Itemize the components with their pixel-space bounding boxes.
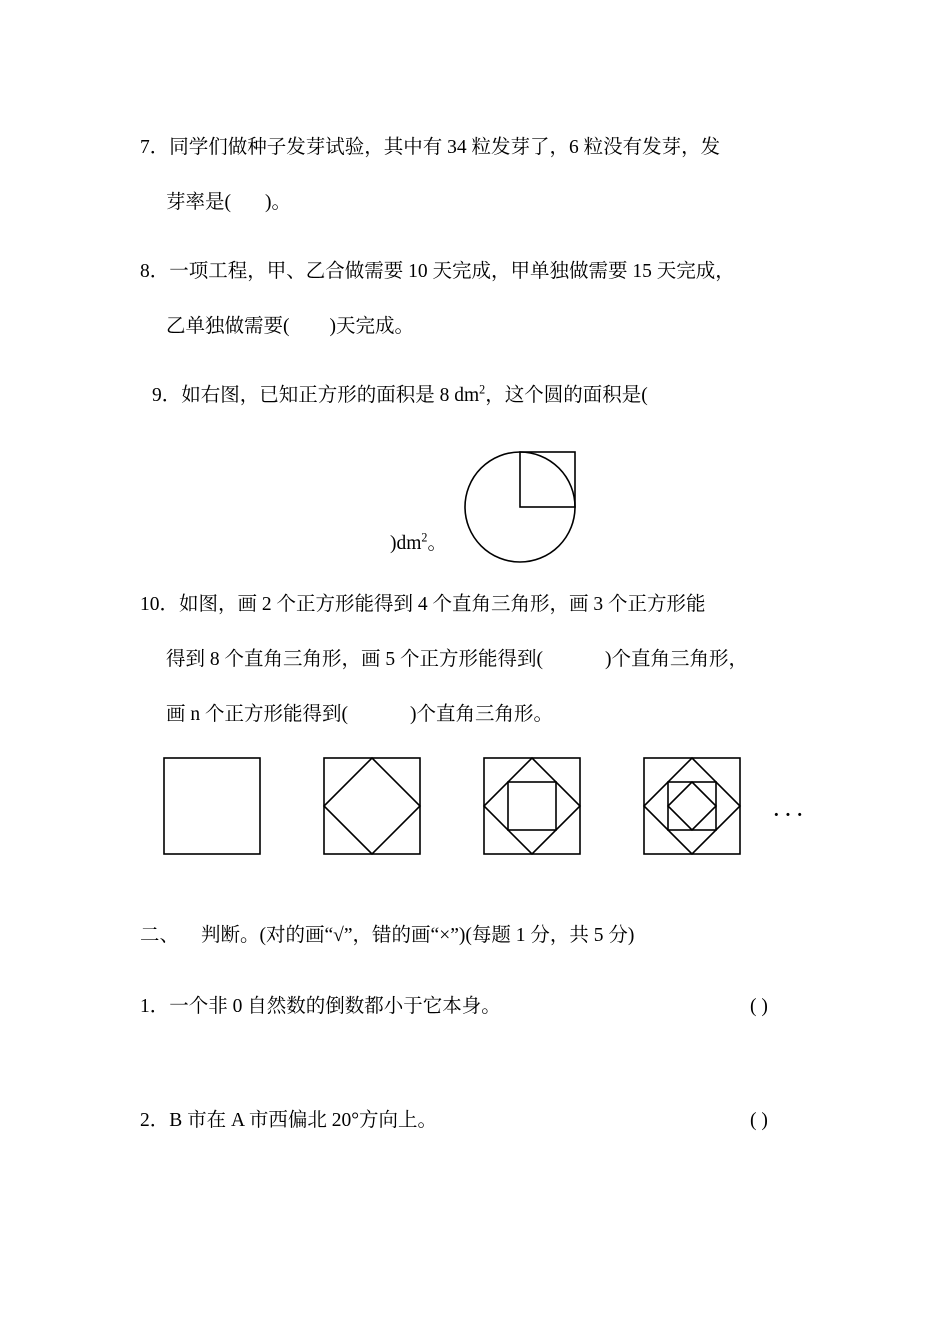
question-9-text-after: ，这个圆的面积是( [485, 385, 648, 406]
true-false-item-1 [140, 990, 810, 1024]
section-2-rule: (对的画“√”，错的画“×”)(每题 1 分，共 5 分) [259, 925, 635, 946]
section-2-title: 判断。 [201, 925, 260, 946]
figure-square-4 [642, 756, 742, 856]
true-false-item-2-answer[interactable]: ( ) [750, 1110, 768, 1131]
true-false-item-2 [140, 1104, 810, 1138]
true-false-item-2-text: 2．B 市在 A 市西偏北 20°方向上。 [140, 1110, 438, 1131]
question-8-line-2-text: 乙单独做需要( [166, 316, 290, 337]
question-7-line-1: 7．同学们做种子发芽试验，其中有 34 粒发芽了，6 粒没有发芽，发 [140, 137, 721, 158]
figure-ellipsis: ··· [772, 800, 807, 829]
figure-square-3 [482, 756, 582, 856]
question-7-line-2-text: 芽率是( [166, 192, 231, 213]
figure-square-1 [162, 756, 262, 856]
question-9-sup: 2 [479, 382, 486, 397]
question-7-line-2 [140, 175, 810, 230]
question-9-answer-end: 。 [427, 533, 447, 554]
question-10 [140, 577, 810, 742]
true-false-item-1-text: 1．一个非 0 自然数的倒数都小于它本身。 [140, 996, 501, 1017]
question-8-line-2 [140, 299, 810, 354]
question-8 [140, 244, 810, 354]
question-7-tail: )。 [265, 192, 291, 213]
question-9-figure [140, 437, 810, 577]
question-9 [140, 368, 810, 423]
question-10-line-3-b: )个直角三角形。 [410, 704, 553, 725]
question-8-tail: )天完成。 [329, 316, 414, 337]
question-10-line-2-a: 得到 8 个直角三角形，画 5 个正方形能得到( [166, 649, 543, 670]
true-false-item-1-answer[interactable]: ( ) [750, 996, 768, 1017]
question-9-answer-label: )dm [390, 533, 422, 554]
question-9-answer-blank-label [390, 527, 447, 555]
question-10-line-3-a: 画 n 个正方形能得到( [166, 704, 348, 725]
question-9-text-before: 9．如右图，已知正方形的面积是 8 dm [152, 385, 480, 406]
circle-square-diagram [460, 437, 590, 572]
question-9-answer-sup: 2 [421, 530, 428, 545]
question-10-line-2 [140, 632, 810, 687]
question-7 [140, 120, 810, 230]
section-2-heading [140, 916, 810, 956]
question-10-figure [162, 756, 810, 876]
question-10-line-1: 10．如图，画 2 个正方形能得到 4 个直角三角形，画 3 个正方形能 [140, 594, 706, 615]
question-10-line-3 [140, 687, 810, 742]
question-8-line-1: 8．一项工程，甲、乙合做需要 10 天完成，甲单独做需要 15 天完成， [140, 261, 735, 282]
question-9-line-1 [140, 368, 810, 423]
question-10-line-2-b: )个直角三角形， [605, 649, 748, 670]
figure-square-2 [322, 756, 422, 856]
section-2-number: 二、 [140, 925, 180, 946]
